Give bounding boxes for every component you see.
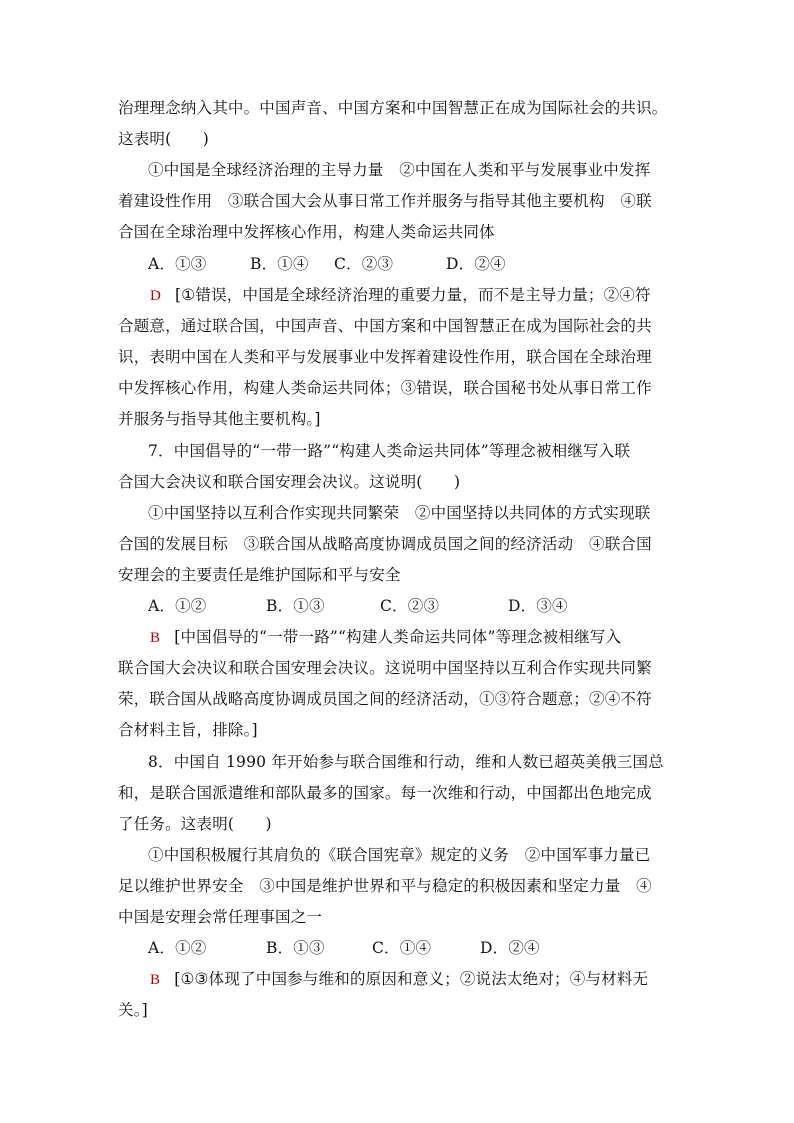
q8-explanation-line-2: 关。]	[118, 1001, 148, 1019]
q6-choices-line-1: ①中国是全球经济治理的主导力量 ②中国在人类和平与发展事业中发挥	[148, 161, 651, 179]
q7-explanation-line-4: 合材料主旨，排除。]	[118, 721, 258, 739]
q8-stem-line-3: 了任务。这表明( )	[118, 815, 272, 833]
q7-options	[148, 596, 568, 616]
q7-option-a: A．①②	[148, 597, 207, 615]
q8-option-d: D．②④	[480, 939, 540, 957]
q8-explanation-text-1: [①③体现了中国参与维和的原因和意义；②说法太绝对；④与材料无	[174, 970, 649, 988]
q6-choices-line-2: 着建设性作用 ③联合国大会从事日常工作并服务与指导其他主要机构 ④联	[118, 192, 652, 210]
q6-choices-line-3: 合国在全球治理中发挥核心作用，构建人类命运共同体	[118, 223, 495, 241]
q6-options	[148, 254, 506, 274]
q6-answer: D	[150, 288, 162, 304]
q6-explanation-line-1	[150, 285, 651, 306]
q6-option-b: B．①④	[250, 255, 309, 273]
q8-stem-line-2: 和，是联合国派遣维和部队最多的国家。每一次维和行动，中国都出色地完成	[118, 784, 652, 802]
q8-choices-line-1: ①中国积极履行其肩负的《联合国宪章》规定的义务 ②中国军事力量已	[148, 846, 651, 864]
q6-explanation-text-1: [①错误，中国是全球经济治理的重要力量，而不是主导力量；②④符	[175, 286, 651, 304]
q6-stem-line-1: 治理理念纳入其中。中国声音、中国方案和中国智慧正在成为国际社会的共识。	[118, 99, 668, 117]
q6-explanation-line-2: 合题意，通过联合国，中国声音、中国方案和中国智慧正在成为国际社会的共	[118, 317, 652, 335]
q6-option-c: C．②③	[334, 255, 394, 273]
q6-option-a: A．①③	[148, 255, 207, 273]
q7-option-d: D．③④	[508, 597, 568, 615]
q8-choices-line-2: 足以维护世界安全 ③中国是维护世界和平与稳定的积极因素和坚定力量 ④	[118, 877, 652, 895]
q8-option-c: C．①④	[372, 939, 432, 957]
q7-choices-line-2: 合国的发展目标 ③联合国从战略高度协调成员国之间的经济活动 ④联合国	[118, 535, 652, 553]
q7-explanation-text-1: [中国倡导的“一带一路”“构建人类命运共同体”等理念被相继写入	[174, 628, 622, 646]
q6-stem-line-2: 这表明( )	[118, 130, 209, 148]
q7-stem-line-2: 合国大会决议和联合国安理会决议。这说明( )	[118, 473, 461, 491]
q6-option-d: D．②④	[446, 255, 506, 273]
q8-option-b: B．①③	[266, 939, 325, 957]
q7-option-c: C．②③	[380, 597, 440, 615]
q6-explanation-line-3: 识，表明中国在人类和平与发展事业中发挥着建设性作用，联合国在全球治理	[118, 348, 652, 366]
q8-stem-line-1: 8．中国自 1990 年开始参与联合国维和行动，维和人数已超英美俄三国总	[148, 753, 664, 771]
q8-options	[148, 938, 540, 958]
q7-explanation-line-2: 联合国大会决议和联合国安理会决议。这说明中国坚持以互利合作实现共同繁	[118, 659, 652, 677]
q7-answer: B	[150, 630, 161, 646]
q8-option-a: A．①②	[148, 939, 207, 957]
q7-stem-line-1: 7．中国倡导的“一带一路”“构建人类命运共同体”等理念被相继写入联	[148, 442, 631, 460]
q7-explanation-line-3: 荣，联合国从战略高度协调成员国之间的经济活动，①③符合题意；②④不符	[118, 690, 652, 708]
q8-choices-line-3: 中国是安理会常任理事国之一	[118, 908, 323, 926]
q7-option-b: B．①③	[266, 597, 325, 615]
q7-choices-line-1: ①中国坚持以互利合作实现共同繁荣 ②中国坚持以共同体的方式实现联	[148, 504, 651, 522]
q6-explanation-line-4: 中发挥核心作用，构建人类命运共同体；③错误，联合国秘书处从事日常工作	[118, 379, 652, 397]
q7-choices-line-3: 安理会的主要责任是维护国际和平与安全	[118, 566, 401, 584]
q6-explanation-line-5: 并服务与指导其他主要机构。]	[118, 410, 321, 428]
q8-explanation-line-1	[150, 969, 648, 990]
q8-answer: B	[150, 972, 161, 988]
q7-explanation-line-1	[150, 627, 621, 648]
